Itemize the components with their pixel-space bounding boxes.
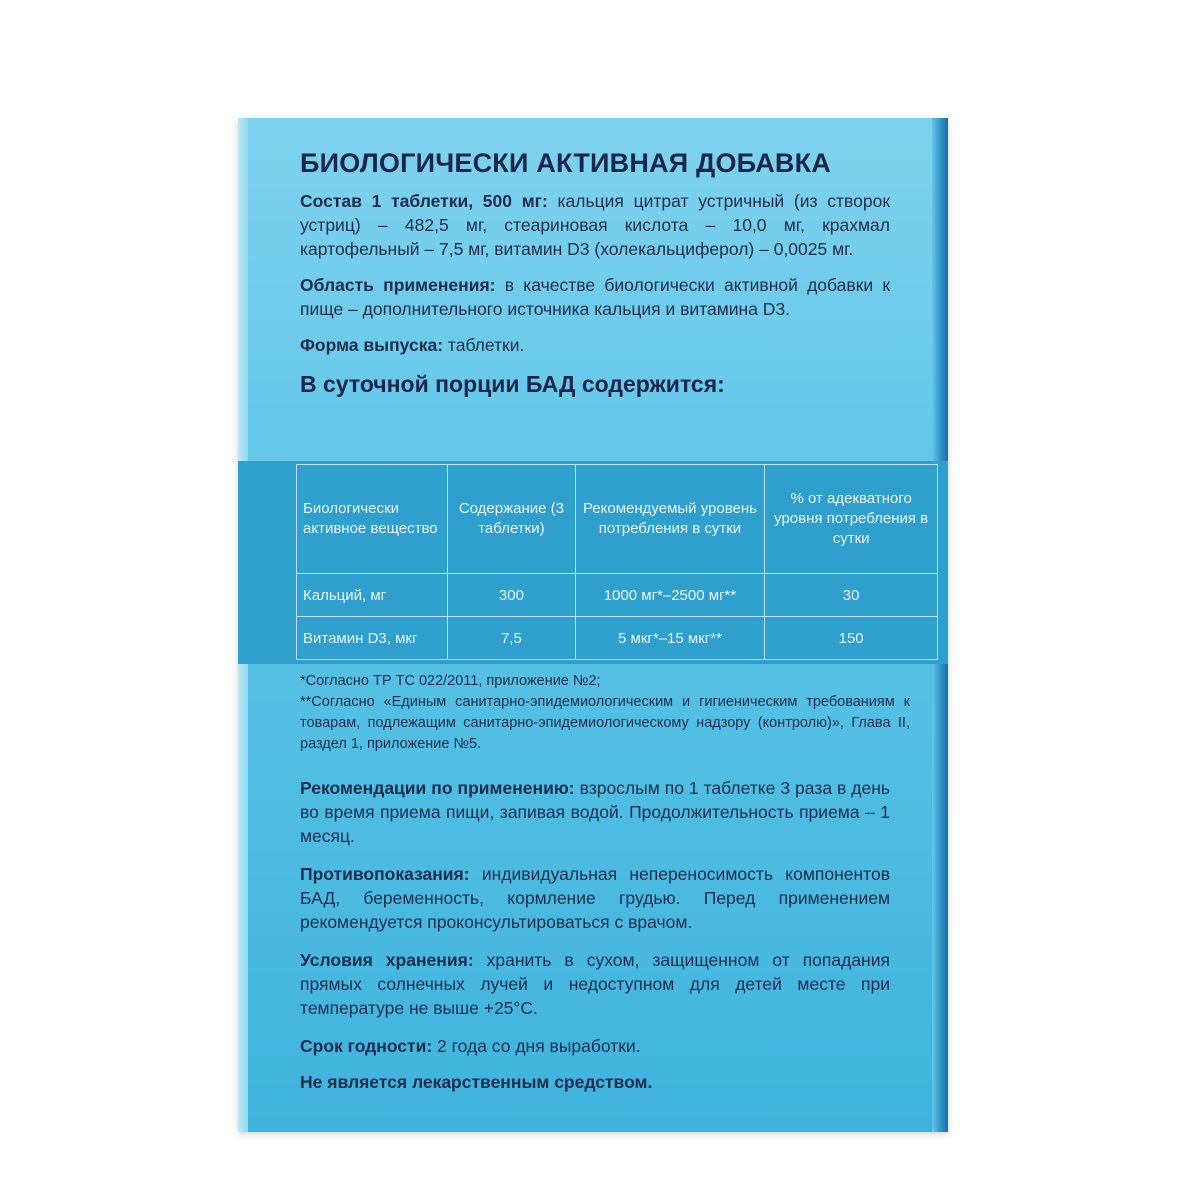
shelf-life-paragraph [300,1034,890,1058]
shelf-life-label: Срок годности: [300,1036,433,1056]
storage-text: хранить в сухом, защищенном от попадания прямых солнечных лучей и недоступном для детей месте при температуре не выше +25°С. [300,950,890,1018]
storage-paragraph [300,948,890,1020]
table-row [297,617,938,660]
table-header-cell: Содержание (3 таблетки) [448,465,575,574]
table-cell: 5 мкг*–15 мкг** [575,617,765,660]
table-title: В суточной порции БАД содержится: [300,371,725,397]
recommendations-label: Рекомендации по применению: [300,778,575,798]
lower-text-block [300,776,890,1093]
footnotes [300,671,910,755]
usage-area-text: в качестве биологически активной добавки к пище – дополнительного источника кальция и витамина D3. [300,275,891,319]
table-header-cell: % от адекватного уровня потребления в сутки [765,465,938,574]
recommendations-paragraph [300,776,890,848]
table-header-cell: Рекомендуемый уровень потребления в сутки [575,465,765,574]
footnote: **Согласно «Единым санитарно-эпидемиологическим и гигиеническим требованиям к товарам, подлежащим санитарно-эпидемиологическому надзору (контролю)», Глава II, раздел 1, приложение №5. [300,694,910,752]
storage-label: Условия хранения: [300,950,474,970]
recommendations-text: взрослым по 1 таблетке 3 раза в день во время приема пищи, запивая водой. Продолжительность приема – 1 месяц. [300,778,891,846]
contraindications-label: Противопоказания: [300,864,470,884]
table-cell: Витамин D3, мкг [297,617,448,660]
product-title: БИОЛОГИЧЕСКИ АКТИВНАЯ ДОБАВКА [300,148,832,178]
usage-area-label: Область применения: [300,275,496,295]
form-label: Форма выпуска: [300,335,444,355]
table-cell: 150 [765,617,938,660]
table-cell: 7,5 [448,617,575,660]
footnote: *Согласно ТР ТС 022/2011, приложение №2; [300,673,601,689]
composition-text: кальция цитрат устричный (из створок устриц) – 482,5 мг, стеариновая кислота – 10,0 мг, крахмал картофельный – 7,5 мг, витамин D3 (холекальциферол) – 0,0025 мг. [300,191,890,259]
form-text: таблетки. [443,335,525,355]
shelf-life-text: 2 года со дня выработки. [432,1036,641,1056]
disclaimer: Не является лекарственным средством. [300,1072,653,1092]
table-header-cell: Биологически активное вещество [297,465,448,574]
nutrition-table [296,464,938,660]
composition-paragraph [300,189,890,261]
contraindications-paragraph [300,862,890,934]
contraindications-text: индивидуальная непереносимость компонентов БАД, беременность, кормление грудью. Перед применением рекомендуется проконсультироваться с врачом. [300,864,890,932]
form-paragraph [300,333,890,357]
table-cell: Кальций, мг [297,574,448,617]
table-header-row [297,465,938,574]
table-row [297,574,938,617]
upper-text-block [300,148,890,406]
table-cell: 30 [765,574,938,617]
composition-label: Состав 1 таблетки, 500 мг: [300,191,548,211]
usage-area-paragraph [300,273,890,321]
product-box [238,118,948,1132]
table-cell: 300 [448,574,575,617]
table-cell: 1000 мг*–2500 мг** [575,574,765,617]
